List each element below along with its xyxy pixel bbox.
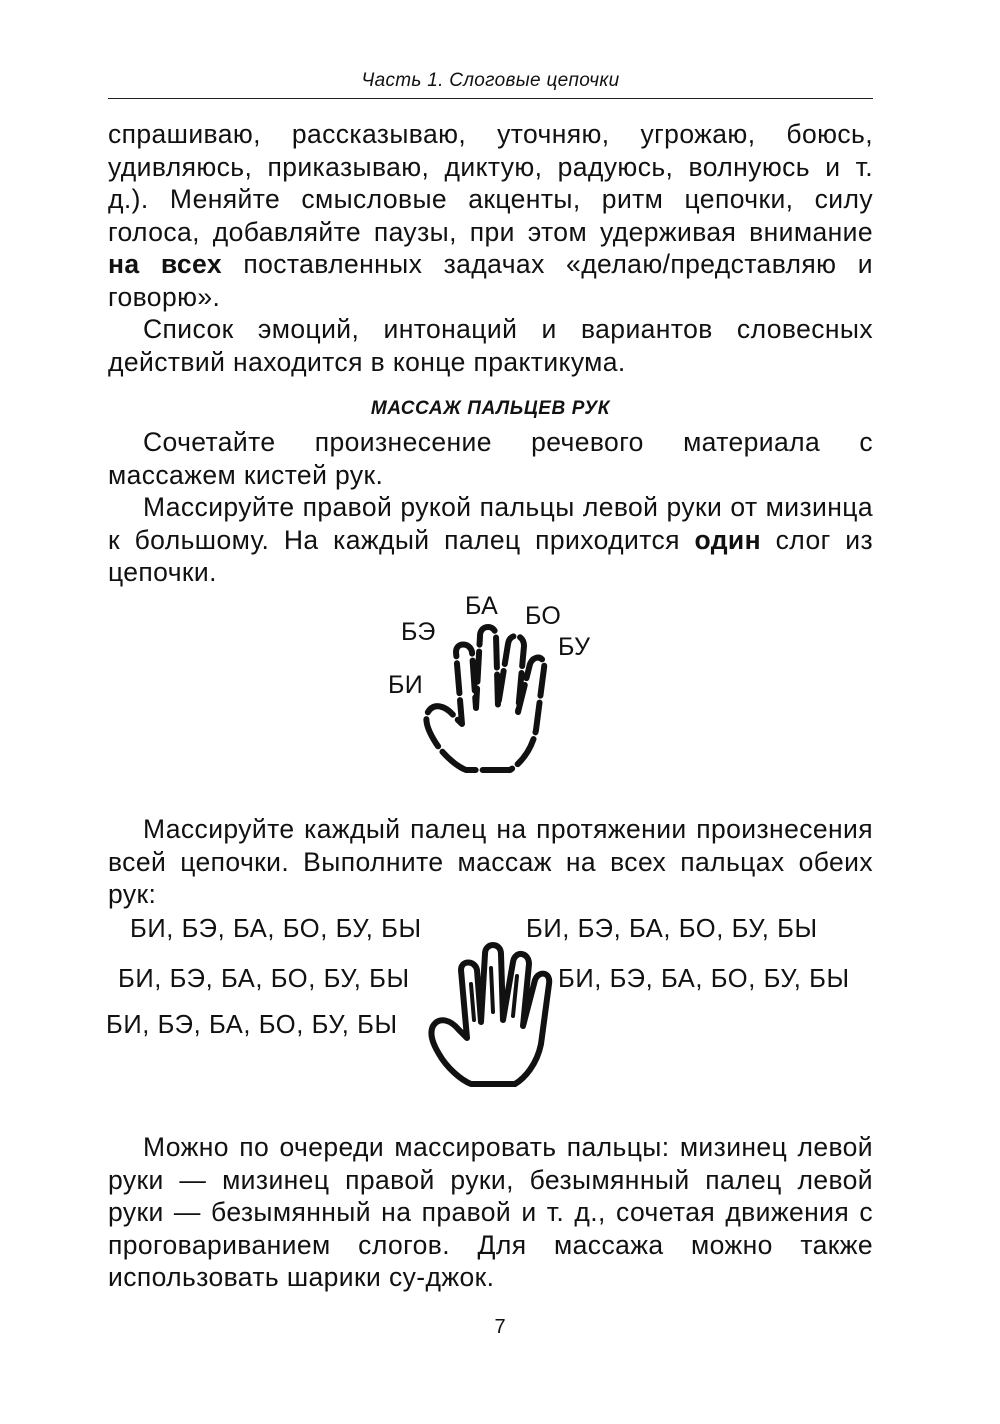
section-title: МАССАЖ ПАЛЬЦЕВ РУК [370,398,611,419]
label-middle-finger: БА [465,592,499,620]
label-pinky-finger: БУ [558,633,591,661]
paragraph-4-emphasis: один [694,524,762,555]
paragraph-4 [108,491,873,589]
intro-text-block [108,118,873,378]
bottom-text-block [108,1131,873,1294]
chain-bottom-left: БИ, БЭ, БА, БО, БУ, БЫ [106,1011,398,1039]
mid-text-block [108,813,873,911]
chain-middle-right: БИ, БЭ, БА, БО, БУ, БЫ [558,965,850,993]
label-ring-finger: БО [525,602,562,630]
paragraph-3: Сочетайте произнесение речевого материала с массажем кистей рук. [108,427,873,490]
paragraph-4-text-b: слог из цепочки. [108,524,873,587]
page-number: 7 [494,1316,506,1338]
paragraph-2: Список эмоций, интонаций и вариантов словесных действий находится в конце практикума. [108,314,873,377]
label-index-finger: БЭ [401,618,436,646]
running-header: Часть 1. Слоговые цепочки [361,70,620,91]
paragraph-1-emphasis: на всех [108,249,222,279]
chain-top-right: БИ, БЭ, БА, БО, БУ, БЫ [526,915,818,943]
dashed-hand-icon [420,620,560,780]
header-divider [108,98,873,99]
paragraph-4-text-a: Массируйте правой рукой пальцы левой руки от мизинца к большому. На каждый палец приходится [108,492,873,555]
paragraph-1 [108,118,873,313]
paragraph-5: Массируйте каждый палец на протяжении произнесения всей цепочки. Выполните массаж на всех пальцах обеих рук: [108,814,873,909]
chain-middle-left: БИ, БЭ, БА, БО, БУ, БЫ [118,965,410,993]
chain-top-left: БИ, БЭ, БА, БО, БУ, БЫ [130,915,422,943]
hand-icon [425,940,565,1090]
label-thumb: БИ [388,671,423,699]
paragraph-1-text-b: поставленных задачах «делаю/представляю и говорю». [108,249,873,312]
paragraph-6: Можно по очереди массировать пальцы: мизинец левой руки — мизинец правой руки, безымянный палец левой руки — безымянный на правой и т. д., сочетая движения с проговариванием слогов. Для массажа можно также использовать шарики су-джок. [108,1132,873,1292]
paragraph-1-text-a: спрашиваю, рассказываю, уточняю, угрожаю, боюсь, удивляюсь, приказываю, диктую, радуюсь, волнуюсь и т. д.). Меняйте смысловые акценты, ритм цепочки, силу голоса, добавляйте паузы, при этом удерживая внимание [108,119,873,247]
section-text-block [108,426,873,589]
